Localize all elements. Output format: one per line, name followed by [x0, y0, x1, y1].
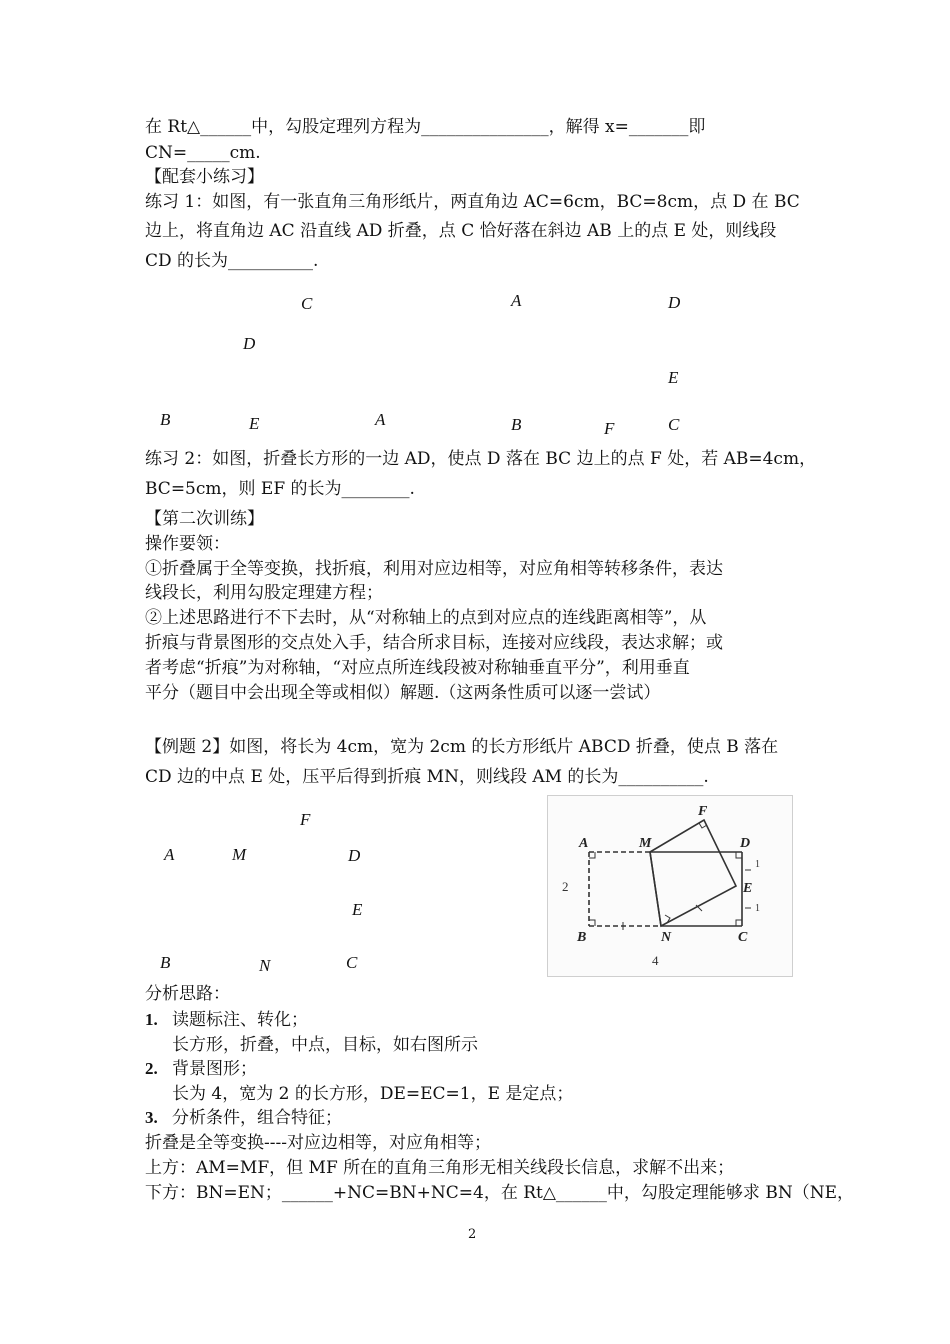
folded-rectangle-figure: [547, 795, 793, 977]
operation-line-1: ①折叠属于全等变换，找折痕，利用对应边相等，对应角相等转移条件，表达: [145, 559, 723, 579]
step-number-3: 3.: [145, 1108, 158, 1127]
analysis-line-1: 折叠是全等变换----对应边相等，对应角相等；: [145, 1133, 491, 1153]
photo-label-f: F: [698, 804, 708, 819]
fig3-label-d: D: [348, 846, 361, 865]
fig2-label-d: D: [668, 293, 681, 312]
photo-label-d: D: [740, 836, 751, 851]
fig1-label-c: C: [301, 294, 313, 313]
photo-label-a: A: [579, 836, 589, 851]
photo-label-e: E: [743, 881, 753, 896]
step-3-text: 分析条件，组合特征；: [172, 1108, 342, 1128]
step-number-1: 1.: [145, 1010, 158, 1029]
text-line-1: 在 Rt△______中，勾股定理列方程为_______________，解得 x=_______即: [145, 117, 706, 137]
fig3-label-m: M: [232, 845, 247, 864]
fig2-label-e: E: [668, 368, 679, 387]
step-2-detail: 长为 4，宽为 2 的长方形，DE=EC=1，E 是定点；: [172, 1084, 574, 1104]
section-heading-practice: 【配套小练习】: [145, 167, 264, 187]
page-number: 2: [468, 1227, 477, 1242]
fig2-label-f: F: [604, 419, 615, 438]
exercise-2-line-1: 练习 2：如图，折叠长方形的一边 AD，使点 D 落在 BC 边上的点 F 处，若 AB=4cm，: [145, 449, 817, 469]
step-1-text: 读题标注、转化；: [172, 1010, 308, 1030]
step-2-text: 背景图形；: [172, 1059, 257, 1079]
fig3-label-e: E: [352, 900, 363, 919]
operation-key-heading: 操作要领：: [145, 534, 230, 554]
fig1-label-a: A: [375, 410, 386, 429]
operation-line-5: 者考虑“折痕”为对称轴，“对应点所连线段被对称轴垂直平分”，利用垂直: [145, 658, 690, 678]
fig3-label-b: B: [160, 953, 171, 972]
analysis-heading: 分析思路：: [145, 984, 230, 1004]
step-1-detail: 长方形，折叠，中点，目标，如右图所示: [172, 1035, 478, 1055]
fig1-label-d: D: [243, 334, 256, 353]
fig2-label-a: A: [511, 291, 522, 310]
fig2-label-b: B: [511, 415, 522, 434]
fig3-label-a: A: [164, 845, 175, 864]
photo-label-n: N: [661, 930, 672, 945]
fig1-label-b: B: [160, 410, 171, 429]
example-2-line-1: 【例题 2】如图，将长为 4cm，宽为 2cm 的长方形纸片 ABCD 折叠，使点 B 落在: [145, 737, 779, 757]
fig3-label-n: N: [259, 956, 271, 975]
photo-label-c: C: [738, 930, 748, 945]
operation-line-6: 平分（题目中会出现全等或相似）解题.（这两条性质可以逐一尝试）: [145, 683, 661, 703]
analysis-line-3: 下方：BN=EN；______+NC=BN+NC=4，在 Rt△______中，勾股定理能够求 BN（NE，: [145, 1183, 854, 1203]
photo-dim-de: 1: [755, 859, 760, 870]
analysis-line-2: 上方：AM=MF，但 MF 所在的直角三角形无相关线段长信息，求解不出来；: [145, 1158, 735, 1178]
exercise-2-line-2: BC=5cm，则 EF 的长为________.: [145, 479, 415, 499]
fig1-label-e: E: [249, 414, 260, 433]
exercise-1-line-2: 边上，将直角边 AC 沿直线 AD 折叠，点 C 恰好落在斜边 AB 上的点 E 处，则线段: [145, 221, 777, 241]
photo-dim-length: 4: [652, 953, 659, 968]
operation-line-2: 线段长，利用勾股定理建方程；: [145, 583, 383, 603]
step-number-2: 2.: [145, 1059, 158, 1078]
section-heading-second-training: 【第二次训练】: [145, 509, 264, 529]
operation-line-4: 折痕与背景图形的交点处入手，结合所求目标，连接对应线段，表达求解；或: [145, 633, 723, 653]
fig2-label-c: C: [668, 415, 680, 434]
photo-dim-ec: 1: [755, 903, 760, 914]
text-line-2: CN=_____cm.: [145, 143, 261, 163]
fig3-label-f: F: [300, 810, 311, 829]
operation-line-3: ②上述思路进行不下去时，从“对称轴上的点到对应点的连线距离相等”，从: [145, 608, 707, 628]
exercise-1-line-1: 练习 1：如图，有一张直角三角形纸片，两直角边 AC=6cm，BC=8cm，点 D 在 BC: [145, 192, 800, 212]
photo-dim-width: 2: [562, 879, 569, 894]
photo-label-b: B: [577, 930, 587, 945]
exercise-1-line-3: CD 的长为__________.: [145, 251, 319, 271]
example-2-line-2: CD 边的中点 E 处，压平后得到折痕 MN，则线段 AM 的长为__________.: [145, 767, 709, 787]
fig3-label-c: C: [346, 953, 358, 972]
photo-label-m: M: [639, 836, 652, 851]
